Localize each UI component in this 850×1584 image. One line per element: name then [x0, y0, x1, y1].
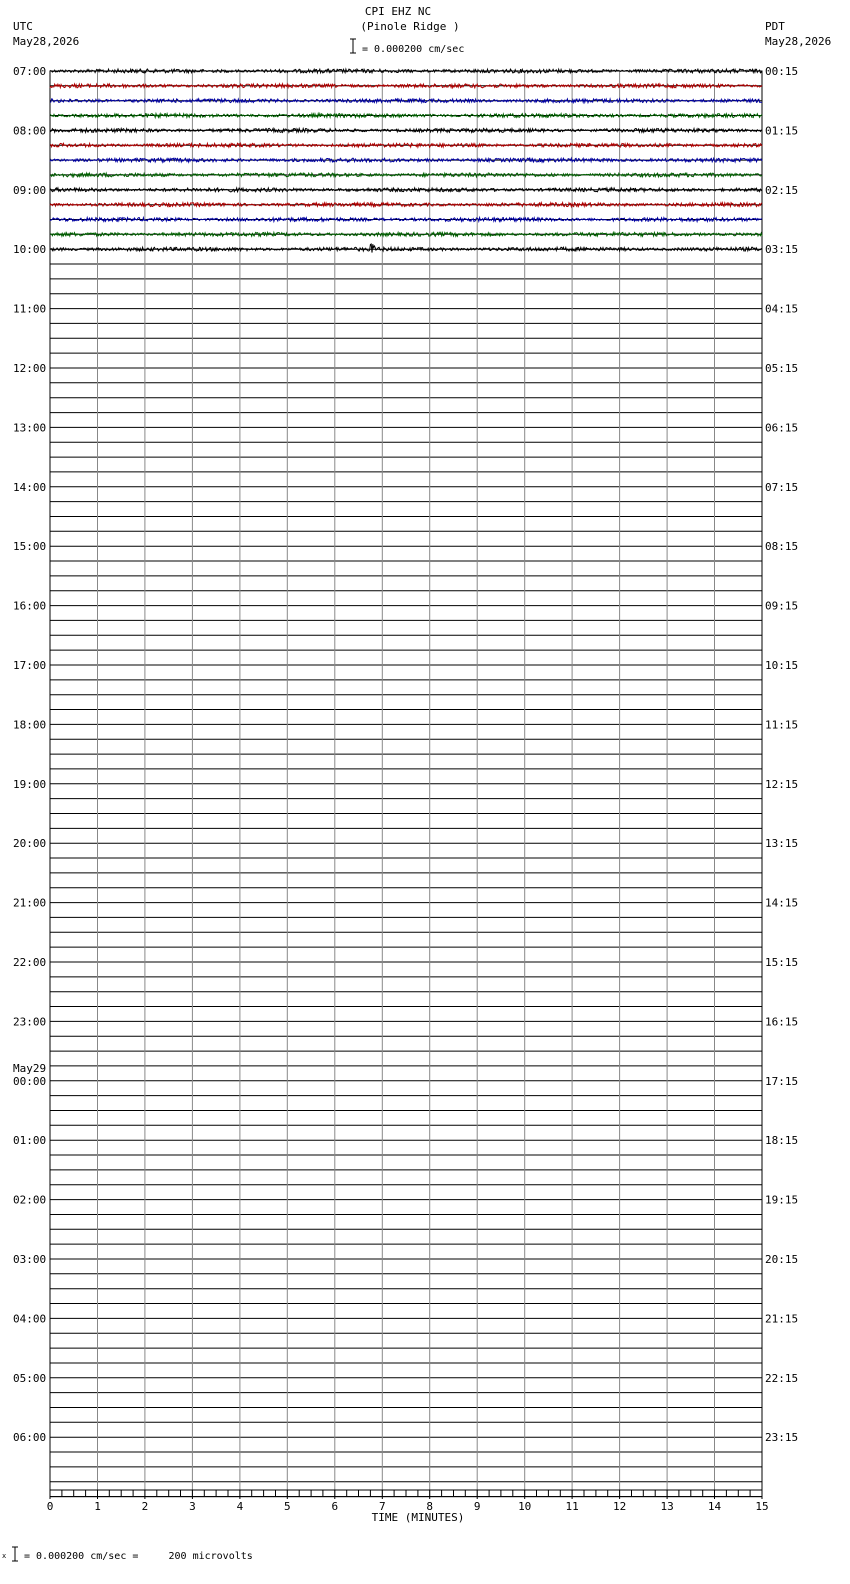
utc-hour-label: 07:00 [13, 65, 47, 78]
pdt-hour-label: 09:15 [765, 599, 799, 613]
x-tick-label: 8 [426, 1500, 434, 1513]
pdt-hour-labels [765, 65, 798, 1444]
x-axis [47, 1490, 769, 1513]
utc-hour-label: 10:00 [13, 243, 47, 257]
date-change-label: May29 [13, 1062, 47, 1075]
left-date: May28,2026 [13, 35, 80, 48]
seismic-trace [50, 69, 762, 73]
pdt-hour-label: 15:15 [765, 956, 799, 969]
pdt-hour-label: 17:15 [765, 1074, 799, 1088]
x-axis-label: TIME (MINUTES) [371, 1511, 465, 1524]
pdt-hour-label: 06:15 [765, 421, 799, 435]
pdt-hour-label: 22:15 [765, 1371, 799, 1385]
plot-grid [50, 71, 762, 1497]
pdt-hour-label: 02:15 [765, 183, 799, 197]
utc-hour-label: 08:00 [13, 124, 47, 138]
utc-hour-label: 21:00 [13, 896, 47, 910]
x-tick-label: 6 [331, 1500, 339, 1513]
x-tick-label: 15 [755, 1500, 769, 1513]
right-date: May28,2026 [765, 35, 832, 48]
utc-hour-label: 14:00 [13, 480, 47, 494]
x-tick-label: 12 [612, 1500, 627, 1513]
utc-hour-label: 05:00 [13, 1371, 47, 1385]
utc-hour-label: 23:00 [13, 1015, 47, 1029]
utc-hour-label: 00:00 [13, 1074, 47, 1088]
utc-hour-label: 01:00 [13, 1134, 47, 1148]
footer-scale-note: = 0.000200 cm/sec = 200 microvolts [24, 1551, 253, 1562]
chart-subtitle: (Pinole Ridge ) [360, 20, 460, 33]
utc-hour-label: 22:00 [13, 956, 47, 969]
x-tick-label: 4 [236, 1500, 244, 1513]
pdt-hour-label: 11:15 [765, 718, 799, 732]
utc-hour-label: 20:00 [13, 837, 47, 851]
svg-text:x: x [2, 1552, 7, 1560]
x-tick-label: 11 [565, 1500, 579, 1513]
seismic-traces [50, 69, 762, 253]
utc-hour-label: 04:00 [13, 1312, 47, 1326]
x-tick-label: 2 [141, 1500, 149, 1513]
utc-hour-label: 11:00 [13, 302, 47, 316]
utc-hour-label: 18:00 [13, 718, 47, 732]
pdt-hour-label: 14:15 [765, 896, 799, 910]
utc-hour-label: 17:00 [13, 659, 47, 672]
pdt-hour-label: 16:15 [765, 1015, 799, 1029]
pdt-hour-label: 05:15 [765, 362, 799, 375]
pdt-hour-label: 01:15 [765, 124, 799, 138]
x-tick-label: 1 [94, 1500, 101, 1513]
seismic-trace [50, 244, 762, 253]
scale-label: = 0.000200 cm/sec [362, 44, 465, 55]
pdt-hour-label: 10:15 [765, 659, 799, 672]
utc-hour-labels [13, 65, 46, 1444]
x-tick-label: 10 [518, 1500, 532, 1513]
seismic-trace [50, 173, 762, 177]
footer-scale-icon [2, 1547, 18, 1561]
utc-hour-label: 09:00 [13, 183, 47, 197]
scale-bar-icon [350, 39, 356, 53]
utc-hour-label: 02:00 [13, 1193, 47, 1207]
pdt-hour-label: 18:15 [765, 1134, 799, 1148]
x-tick-label: 5 [283, 1500, 291, 1513]
pdt-hour-label: 07:15 [765, 480, 799, 494]
pdt-hour-label: 08:15 [765, 540, 799, 554]
utc-hour-label: 03:00 [13, 1253, 47, 1266]
pdt-hour-label: 20:15 [765, 1253, 799, 1266]
seismic-trace [50, 128, 762, 132]
utc-hour-label: 06:00 [13, 1431, 47, 1445]
utc-hour-label: 13:00 [13, 421, 47, 435]
x-tick-label: 0 [46, 1500, 54, 1513]
pdt-hour-label: 19:15 [765, 1193, 799, 1207]
right-timezone: PDT [765, 20, 785, 33]
seismic-trace [50, 232, 762, 236]
seismic-trace [50, 114, 762, 118]
pdt-hour-label: 21:15 [765, 1312, 799, 1326]
x-tick-label: 13 [660, 1500, 674, 1513]
pdt-hour-label: 23:15 [765, 1431, 799, 1445]
chart-title: CPI EHZ NC [364, 5, 432, 18]
x-tick-label: 7 [378, 1500, 386, 1513]
pdt-hour-label: 03:15 [765, 243, 799, 257]
pdt-hour-label: 04:15 [765, 302, 799, 316]
pdt-hour-label: 13:15 [765, 837, 799, 851]
pdt-hour-label: 00:15 [765, 65, 799, 78]
left-timezone: UTC [13, 20, 33, 33]
utc-hour-label: 19:00 [13, 777, 47, 791]
utc-hour-label: 12:00 [13, 362, 47, 375]
x-tick-label: 3 [189, 1500, 196, 1513]
x-tick-label: 14 [707, 1500, 722, 1513]
pdt-hour-label: 12:15 [765, 777, 799, 791]
utc-hour-label: 15:00 [13, 540, 47, 554]
x-tick-label: 9 [473, 1500, 481, 1513]
utc-hour-label: 16:00 [13, 599, 47, 613]
